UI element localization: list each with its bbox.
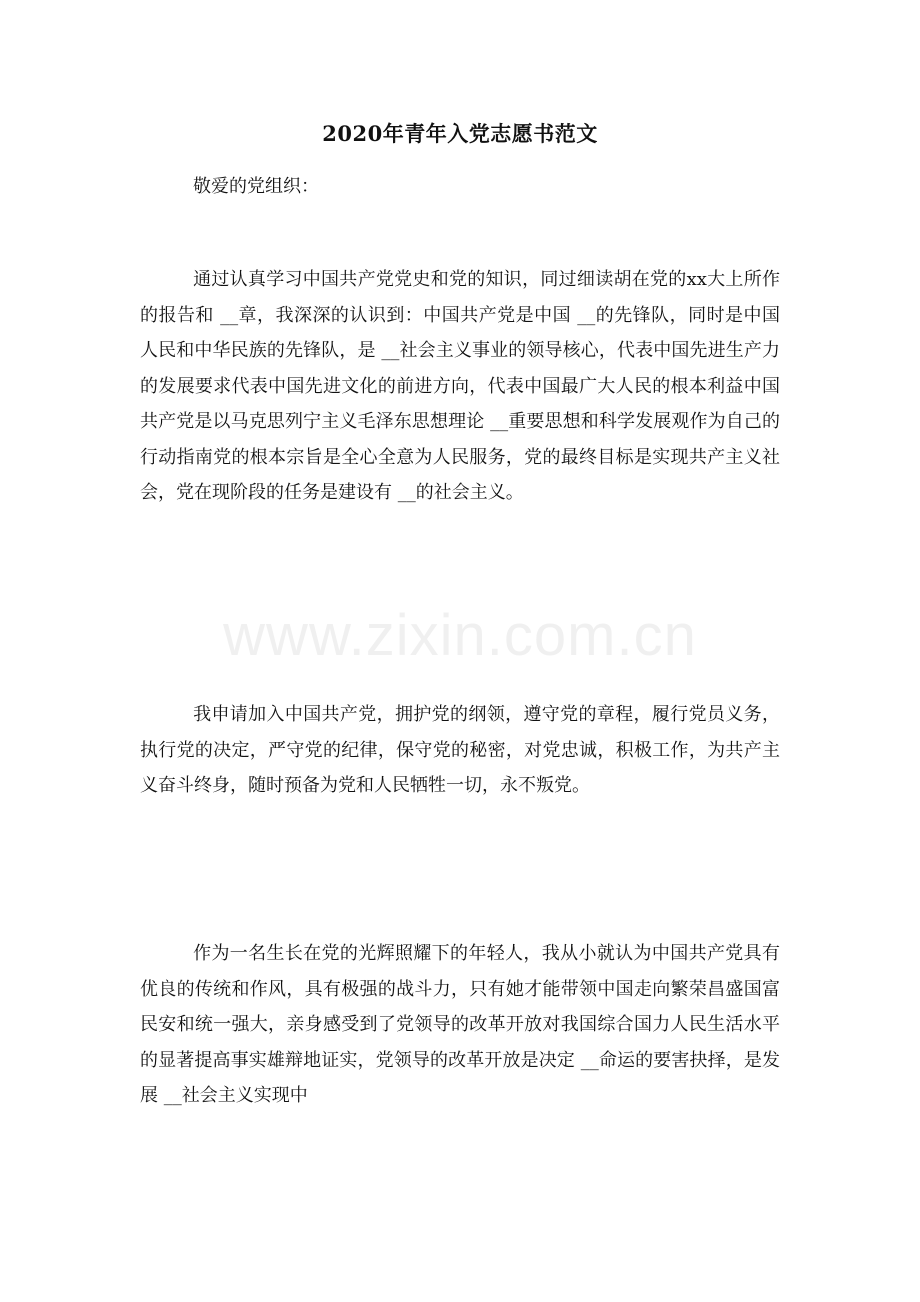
- document-title: 2020年青年入党志愿书范文: [322, 121, 598, 146]
- salutation: 敬爱的党组织：: [193, 176, 319, 197]
- paragraph: 我申请加入中国共产党，拥护党的纲领，遵守党的章程，履行党员义务，执行党的决定，严守党的纪律，保守党的秘密，对党忠诚，积极工作，为共产主义奋斗终身，随时预备为党和人民牺牲一切，永不叛党。: [140, 704, 780, 796]
- paragraph: 通过认真学习中国共产党党史和党的知识，同过细读胡在党的xx大上所作的报告和 __章，我深深的认识到：中国共产党是中国 __的先锋队，同时是中国人民和中华民族的先锋队，是 __社会主义事业的领导核心，代表中国先进生产力的发展要求代表中国先进文化的前进方向，代表中国最广大人民的根本利益中国共产党是以马克思列宁主义毛泽东思想理论 __重要思想和科学发展观作为自己的行动指南党的根本宗旨是全心全意为人民服务，党的最终目标是实现共产主义社会，党在现阶段的任务是建设有 __的社会主义。: [140, 269, 780, 503]
- watermark: www.zixin.com.cn: [223, 603, 697, 668]
- paragraph: 作为一名生长在党的光辉照耀下的年轻人，我从小就认为中国共产党具有优良的传统和作风，具有极强的战斗力，只有她才能带领中国走向繁荣昌盛国富民安和统一强大，亲身感受到了党领导的改革开放对我国综合国力人民生活水平的显著提高事实雄辩地证实，党领导的改革开放是决定 __命运的要害抉择，是发展 __社会主义实现中: [140, 943, 780, 1106]
